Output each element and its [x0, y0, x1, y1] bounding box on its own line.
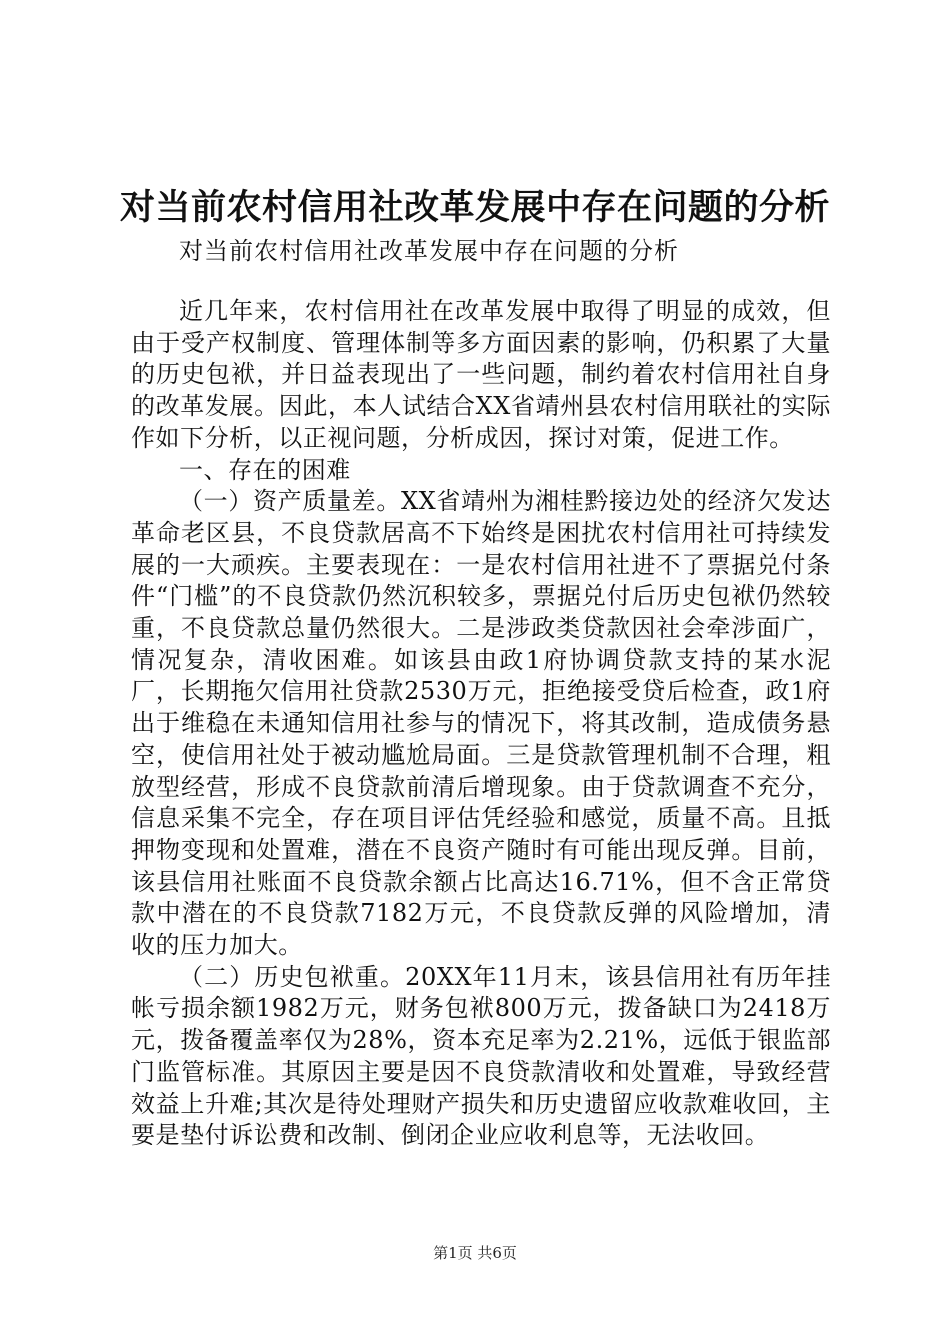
paragraph-historical-burden: （二）历史包袱重。20XX年11月末，该县信用社有历年挂帐亏损余额1982万元，财务包袱800万元，拨备缺口为2418万元，拨备覆盖率仅为28%，资本充足率为2.21%，远低于银监部门监管标准。其原因主要是因不良贷款清收和处置难，导致经营效益上升难;其次是待处理财产损失和历史遗留应收款难收回，主要是垫付诉讼费和改制、倒闭企业应收利息等，无法收回。 [131, 962, 831, 1150]
paragraph-asset-quality: （一）资产质量差。XX省靖州为湘桂黔接边处的经济欠发达革命老区县，不良贷款居高不下始终是困扰农村信用社可持续发展的一大顽疾。主要表现在：一是农村信用社进不了票据兑付条件“门槛”的不良贷款仍然沉积较多，票据兑付后历史包袱仍然较重，不良贷款总量仍然很大。二是涉政类贷款因社会牵涉面广，情况复杂，清收困难。如该县由政1府协调贷款支持的某水泥厂，长期拖欠信用社贷款2530万元，拒绝接受贷后检查，政1府出于维稳在未通知信用社参与的情况下，将其改制，造成债务悬空，使信用社处于被动尴尬局面。三是贷款管理机制不合理，粗放型经营，形成不良贷款前清后增现象。由于贷款调查不充分，信息采集不完全，存在项目评估凭经验和感觉，质量不高。且抵押物变现和处置难，潜在不良资产随时有可能出现反弹。目前，该县信用社账面不良贷款余额占比高达16.71%，但不含正常贷款中潜在的不良贷款7182万元，不良贷款反弹的风险增加，清收的压力加大。 [131, 487, 831, 960]
page-footer: 第1页 共6页 [433, 1244, 517, 1262]
paragraph-intro: 近几年来，农村信用社在改革发展中取得了明显的成效，但由于受产权制度、管理体制等多方面因素的影响，仍积累了大量的历史包袱，并日益表现出了一些问题，制约着农村信用社自身的改革发展。因此，本人试结合XX省靖州县农村信用联社的实际作如下分析，以正视问题，分析成因，探讨对策，促进工作。 [131, 297, 831, 452]
document-subtitle: 对当前农村信用社改革发展中存在问题的分析 [179, 237, 679, 265]
document-body [131, 296, 831, 1152]
document-title: 对当前农村信用社改革发展中存在问题的分析 [119, 188, 830, 228]
section-heading-difficulties: 一、存在的困难 [179, 455, 351, 484]
